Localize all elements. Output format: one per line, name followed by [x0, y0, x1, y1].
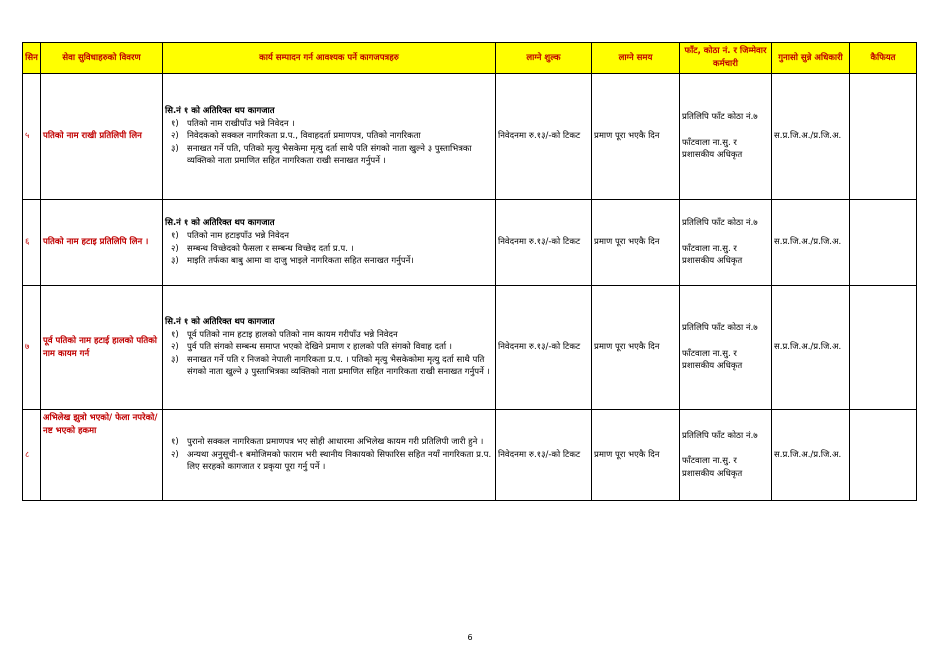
header-sn: सिन [23, 43, 41, 74]
row-authority: स.प्र.जि.अ./प्र.जि.अ. [772, 410, 850, 501]
row-documents [163, 286, 496, 410]
office-room: प्रतिलिपि फाँट कोठा नं.७ [682, 430, 758, 441]
row-remarks [850, 200, 917, 286]
row-remarks [850, 410, 917, 501]
table-row [23, 286, 917, 410]
row-office [680, 200, 772, 286]
document-item: २) अन्यथा अनुसूची-१ बमोजिमको फाराम भरी स्थानीय निकायको सिफारिस सहित नयाँ नागरिकता प्र.प. लिए सरहको कागजात र प्रकृया पूरा गर्नु पर्ने । [171, 449, 492, 473]
documents-title: सि.नं १ को अतिरिक्त थप कागजात [165, 317, 275, 328]
row-documents [163, 74, 496, 200]
row-remarks [850, 286, 917, 410]
documents-title: सि.नं १ को अतिरिक्त थप कागजात [165, 106, 275, 117]
office-room: प्रतिलिपि फाँट कोठा नं.७ [682, 218, 758, 229]
row-time: प्रमाण पूरा भएकै दिन [592, 74, 680, 200]
row-time: प्रमाण पूरा भएकै दिन [592, 410, 680, 501]
document-item: १) पूर्व पतिको नाम हटाइ हालको पतिको नाम कायम गरीपाँउ भन्ने निवेदन [171, 329, 398, 340]
office-staff: फाँटवाला ना.सु. र प्रशासकीय अधिकृत [682, 348, 743, 372]
document-item: ३) सनाखत गर्ने पति, पतिको मृत्यु भैसकेमा मृत्यु दर्ता साथै पति संगको नाता खुल्ने ३ पुस्ताभित्रका व्यक्तिको नाता प्रमाणित सहित नागरिकता राखी सनाखत गर्नुपर्ने । [171, 143, 472, 167]
header-authority: गुनासो सुन्ने अधिकारी [772, 43, 850, 74]
document-item: २) पुर्व पति संगको सम्बन्ध समाप्त भएको देखिने प्रमाण र हालको पति संगको विवाह दर्ता । [171, 342, 452, 353]
row-authority: स.प्र.जि.अ./प्र.जि.अ. [772, 286, 850, 410]
office-staff: फाँटवाला ना.सु. र प्रशासकीय अधिकृत [682, 456, 743, 479]
table-row [23, 410, 917, 501]
row-service: पतिको नाम हटाइ प्रतिलिपि लिन । [41, 200, 163, 286]
row-fee: निवेदनमा रु.१३/-को टिकट [496, 410, 592, 501]
office-room: प्रतिलिपि फाँट कोठा नं.७ [682, 323, 758, 334]
row-authority: स.प्र.जि.अ./प्र.जि.अ. [772, 74, 850, 200]
row-office [680, 286, 772, 410]
services-table [22, 42, 917, 501]
row-documents [163, 410, 496, 501]
header-remarks: कैफियत [850, 43, 917, 74]
row-fee: निवेदनमा रु.१३/-को टिकट [496, 200, 592, 286]
header-office: फाँट, कोठा नं. र जिम्मेवार कर्मचारी [680, 43, 772, 74]
office-staff: फाँटवाला ना.सु. र प्रशासकीय अधिकृत [682, 137, 743, 161]
row-office [680, 74, 772, 200]
table-row [23, 200, 917, 286]
row-service: अभिलेख झुत्रो भएको/ फेला नपरेको/नष्ट भएको हकमा [41, 410, 163, 501]
office-room: प्रतिलिपि फाँट कोठा नं.७ [682, 112, 758, 123]
row-serial: ६ [23, 200, 41, 286]
row-serial: ८ [23, 410, 41, 501]
row-fee: निवेदनमा रु.१३/-को टिकट [496, 286, 592, 410]
office-staff: फाँटवाला ना.सु. र प्रशासकीय अधिकृत [682, 243, 743, 267]
row-time: प्रमाण पूरा भएकै दिन [592, 286, 680, 410]
document-item: २) निवेदकको सक्कल नागरिकता प्र.प., विवाहदर्ता प्रमाणपत्र, पतिको नागरिकता [171, 131, 421, 142]
document-item: १) पतिको नाम राखीपाँउ भन्ने निवेदन । [171, 118, 295, 129]
documents-title: सि.नं १ को अतिरिक्त थप कागजात [165, 218, 275, 229]
table-row [23, 74, 917, 200]
header-service: सेवा सुविधाहरुको विवरण [41, 43, 163, 74]
row-documents [163, 200, 496, 286]
header-time: लाग्ने समय [592, 43, 680, 74]
row-authority: स.प्र.जि.अ./प्र.जि.अ. [772, 200, 850, 286]
row-serial: ७ [23, 286, 41, 410]
document-item: ३) माइति तर्फका बाबु आमा वा दाजु भाइले नागरिकता सहित सनाखत गर्नुपर्ने। [171, 256, 414, 267]
document-item: ३) सनाखत गर्ने पति र निजको नेपाली नागरिकता प्र.प. । पतिको मृत्यु भैसकेकोमा मृत्यु दर्ता साथै पति संगको नाता खुल्ने ३ पुस्ताभित्रका व्यक्तिको नाता प्रमाणित सहित नागरिकता राखी सनाखत गर्नुपर्ने । [171, 354, 490, 378]
row-serial: ५ [23, 74, 41, 200]
header-documents: कार्य सम्पादन गर्न आवश्यक पर्ने कागजपत्रहरु [163, 43, 496, 74]
page-number: 6 [467, 633, 473, 642]
header-row [23, 43, 917, 74]
row-service: पतिको नाम राखी प्रतिलिपी लिन [41, 74, 163, 200]
row-office [680, 410, 772, 501]
row-remarks [850, 74, 917, 200]
row-service: पूर्व पतिको नाम हटाई हालको पतिको नाम कायम गर्न [41, 286, 163, 410]
document-item: १) पतिको नाम हटाइपाँउ भन्ने निवेदन [171, 230, 289, 241]
row-time: प्रमाण पूरा भएकै दिन [592, 200, 680, 286]
document-item: १) पुरानो सक्कल नागरिकता प्रमाणपत्र भए सोही आधारमा अभिलेख कायम गरी प्रतिलिपी जारी हुने । [171, 437, 484, 448]
row-fee: निवेदनमा रु.१३/-को टिकट [496, 74, 592, 200]
document-item: २) सम्बन्ध विच्छेदको फैसला र सम्बन्ध विच्छेद दर्ता प्र.प. । [171, 243, 354, 254]
header-fee: लाग्ने शुल्क [496, 43, 592, 74]
